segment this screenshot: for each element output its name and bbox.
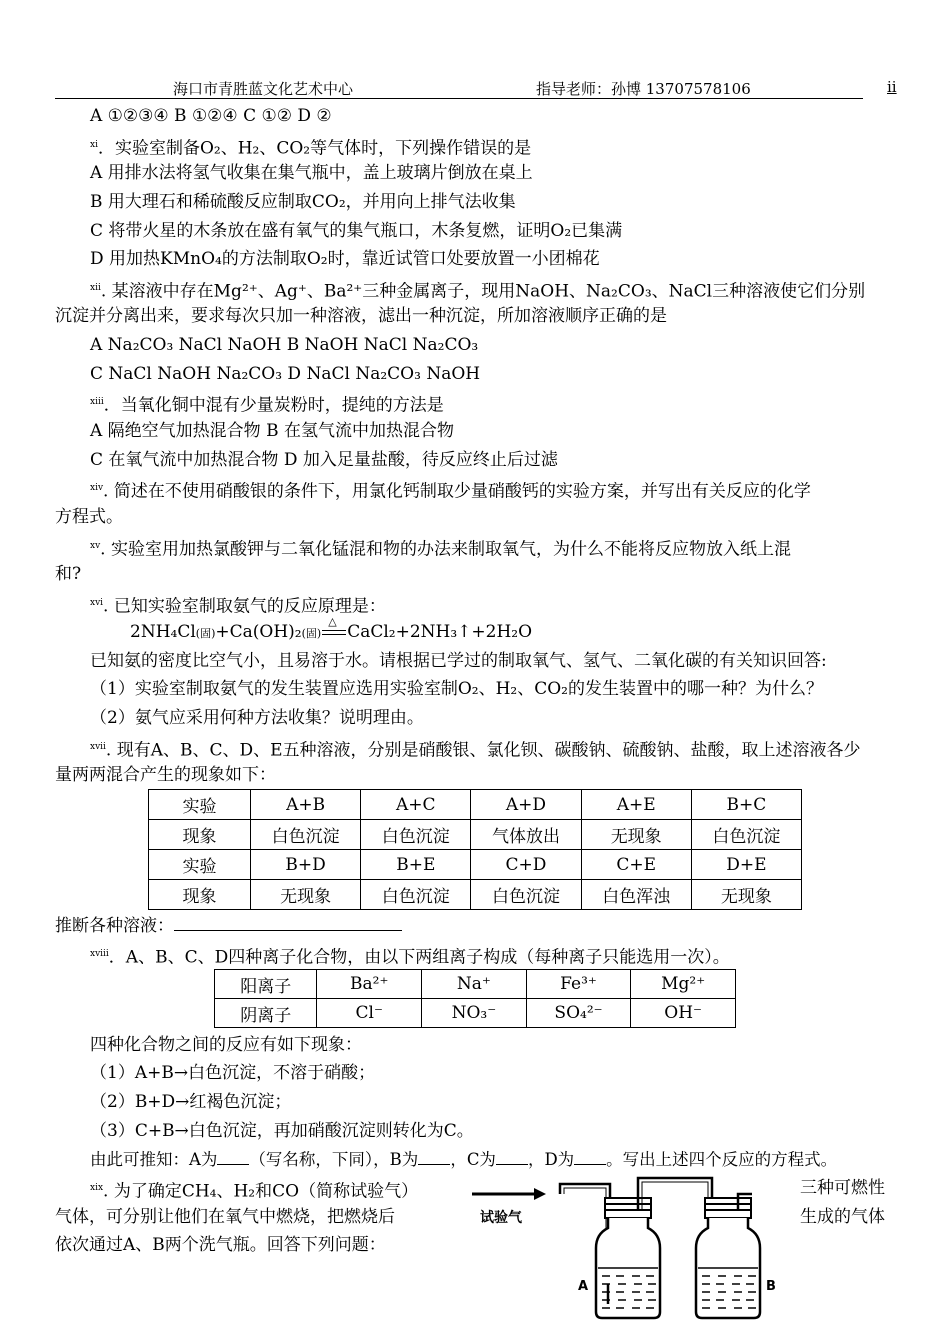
header-rule — [55, 98, 863, 99]
answer-blank-c[interactable] — [496, 1148, 528, 1165]
q16-part1: （1）实验室制取氨气的发生装置应选用实验室制O₂、H₂、CO₂的发生装置中的哪一种？为什么？ — [90, 679, 823, 699]
q19-line1: $^{xix}$. 为了确定CH₄、H₂和CO（简称试验气） — [90, 1181, 419, 1202]
q19-line1-right: 三种可燃性 — [800, 1178, 885, 1198]
q18-number: xviii — [90, 949, 109, 959]
q18-ion-table — [214, 969, 736, 1028]
q13-options-ab: A 隔绝空气加热混合物 B 在氢气流中加热混合物 — [90, 421, 454, 441]
table-row: 实验 B+D B+E C+D C+E D+E — [149, 850, 802, 880]
q11-option-c: C 将带火星的木条放在盛有氧气的集气瓶口，木条复燃，证明O₂已集满 — [90, 221, 623, 241]
q13-number: xiii — [90, 397, 104, 407]
inlet-arrow-head — [534, 1188, 546, 1200]
header-org: 海口市青胜蓝文化艺术中心 — [173, 80, 354, 98]
q14-line2: 方程式。 — [55, 507, 123, 527]
q18-intro: 四种化合物之间的反应有如下现象： — [90, 1035, 362, 1055]
q18-reaction-1: （1）A+B→白色沉淀，不溶于硝酸； — [90, 1063, 376, 1083]
q11-option-b: B 用大理石和稀硫酸反应制取CO₂，并用向上排气法收集 — [90, 192, 516, 212]
table-row: 阴离子 Cl⁻ NO₃⁻ SO₄²⁻ OH⁻ — [215, 999, 736, 1028]
header-teacher: 指导老师：孙博 13707578106 — [536, 80, 751, 98]
gas-washing-bottles-figure — [460, 1172, 800, 1320]
q12-options-cd: C NaCl NaOH Na₂CO₃ D NaCl Na₂CO₃ NaOH — [90, 364, 481, 384]
q19-line2: 气体，可分别让他们在氧气中燃烧，把燃烧后 — [55, 1207, 395, 1227]
answer-blank[interactable] — [174, 914, 402, 931]
q18-reaction-2: （2）B+D→红褐色沉淀； — [90, 1092, 292, 1112]
q14-line1: $^{xiv}$. 简述在不使用硝酸银的条件下，用氯化钙制取少量硝酸钙的实验方案，并写出有关反应的化学 — [90, 481, 811, 502]
bottle-b — [696, 1194, 760, 1318]
q13-options-cd: C 在氧气流中加热混合物 D 加入足量盐酸，待反应终止后过滤 — [90, 450, 558, 470]
q19-line2-right: 生成的气体 — [800, 1207, 885, 1227]
q11-option-d: D 用加热KMnO₄的方法制取O₂时，靠近试管口处要放置一小团棉花 — [90, 249, 600, 269]
q13-stem: $^{xiii}$．当氧化铜中混有少量炭粉时，提纯的方法是 — [90, 395, 444, 416]
table-row: 实验 A+B A+C A+D A+E B+C — [149, 790, 802, 820]
q17-line2: 量两两混合产生的现象如下： — [55, 765, 276, 785]
q17-line1: $^{xvii}$. 现有A、B、C、D、E五种溶液，分别是硝酸银、氯化钡、碳酸钠、硫酸钠、盐酸，取上述溶液各少 — [90, 740, 861, 761]
q18-reaction-3: （3）C+B→白色沉淀，再加硝酸沉淀则转化为C。 — [90, 1121, 474, 1141]
table-row: 现象 白色沉淀 白色沉淀 气体放出 无现象 白色沉淀 — [149, 820, 802, 850]
q12-stem-line1: $^{xii}$. 某溶液中存在Mg²⁺、Ag⁺、Ba²⁺三种金属离子，现用NaOH、Na₂CO₃、NaCl三种溶液使它们分别 — [90, 281, 866, 302]
test-gas-label: 试验气 — [480, 1210, 522, 1226]
q16-info: 已知氨的密度比空气小，且易溶于水。请根据已学过的制取氧气、氢气、二氧化碳的有关知识回答: — [90, 651, 827, 671]
q16-number: xvi — [90, 598, 104, 608]
header-page-number: ii — [887, 78, 897, 96]
q16-part2: （2）氨气应采用何种方法收集？说明理由。 — [90, 708, 424, 728]
q15-line1: $^{xv}$. 实验室用加热氯酸钾与二氧化锰混和物的办法来制取氧气，为什么不能将反应物放入纸上混 — [90, 539, 791, 560]
table-row: 阳离子 Ba²⁺ Na⁺ Fe³⁺ Mg²⁺ — [215, 970, 736, 999]
q18-stem: $^{xviii}$．A、B、C、D四种离子化合物，由以下两组离子构成（每种离子只能选用一次）。 — [90, 947, 730, 968]
q10-options: A ①②③④ B ①②④ C ①② D ② — [90, 106, 332, 126]
table-row: 现象 无现象 白色沉淀 白色沉淀 白色浑浊 无现象 — [149, 880, 802, 910]
answer-blank-d[interactable] — [574, 1148, 606, 1165]
q12-stem-line2: 沉淀并分离出来，要求每次只加一种溶液，滤出一种沉淀，所加溶液顺序正确的是 — [55, 306, 667, 326]
answer-blank-a[interactable] — [217, 1148, 249, 1165]
bottle-b-label: B — [766, 1279, 776, 1294]
heat-symbol: △ — [328, 615, 337, 628]
q15-line2: 和? — [55, 564, 82, 584]
q17-number: xvii — [90, 742, 106, 752]
heating-arrow — [321, 615, 347, 643]
q11-number: xi — [90, 140, 98, 150]
q12-number: xii — [90, 283, 101, 293]
q11-option-a: A 用排水法将氢气收集在集气瓶中，盖上玻璃片倒放在桌上 — [90, 163, 533, 183]
q15-number: xv — [90, 541, 101, 551]
bottle-a — [596, 1198, 660, 1318]
answer-blank-b[interactable] — [418, 1148, 450, 1165]
q19-number: xix — [90, 1183, 104, 1193]
q11-stem: $^{xi}$．实验室制备O₂、H₂、CO₂等气体时，下列操作错误的是 — [90, 138, 532, 159]
q12-options-ab: A Na₂CO₃ NaCl NaOH B NaOH NaCl Na₂CO₃ — [90, 335, 479, 355]
q16-equation: 2NH₄Cl(固)+Ca(OH)₂(固) △ CaCl₂+2NH₃↑+2H₂O — [130, 621, 532, 645]
q19-line3: 依次通过A、B两个洗气瓶。回答下列问题： — [55, 1235, 386, 1255]
q17-experiment-table — [148, 789, 802, 910]
q16-stem: $^{xvi}$. 已知实验室制取氨气的反应原理是： — [90, 596, 386, 617]
q18-conclusion: 由此可推知：A为 （写名称，下同），B为 ，C为 ，D为 。写出上述四个反应的方程式。 — [90, 1150, 838, 1169]
q17-infer: 推断各种溶液： — [55, 914, 402, 937]
bottle-a-label-text: A — [578, 1279, 589, 1294]
q14-number: xiv — [90, 483, 104, 493]
